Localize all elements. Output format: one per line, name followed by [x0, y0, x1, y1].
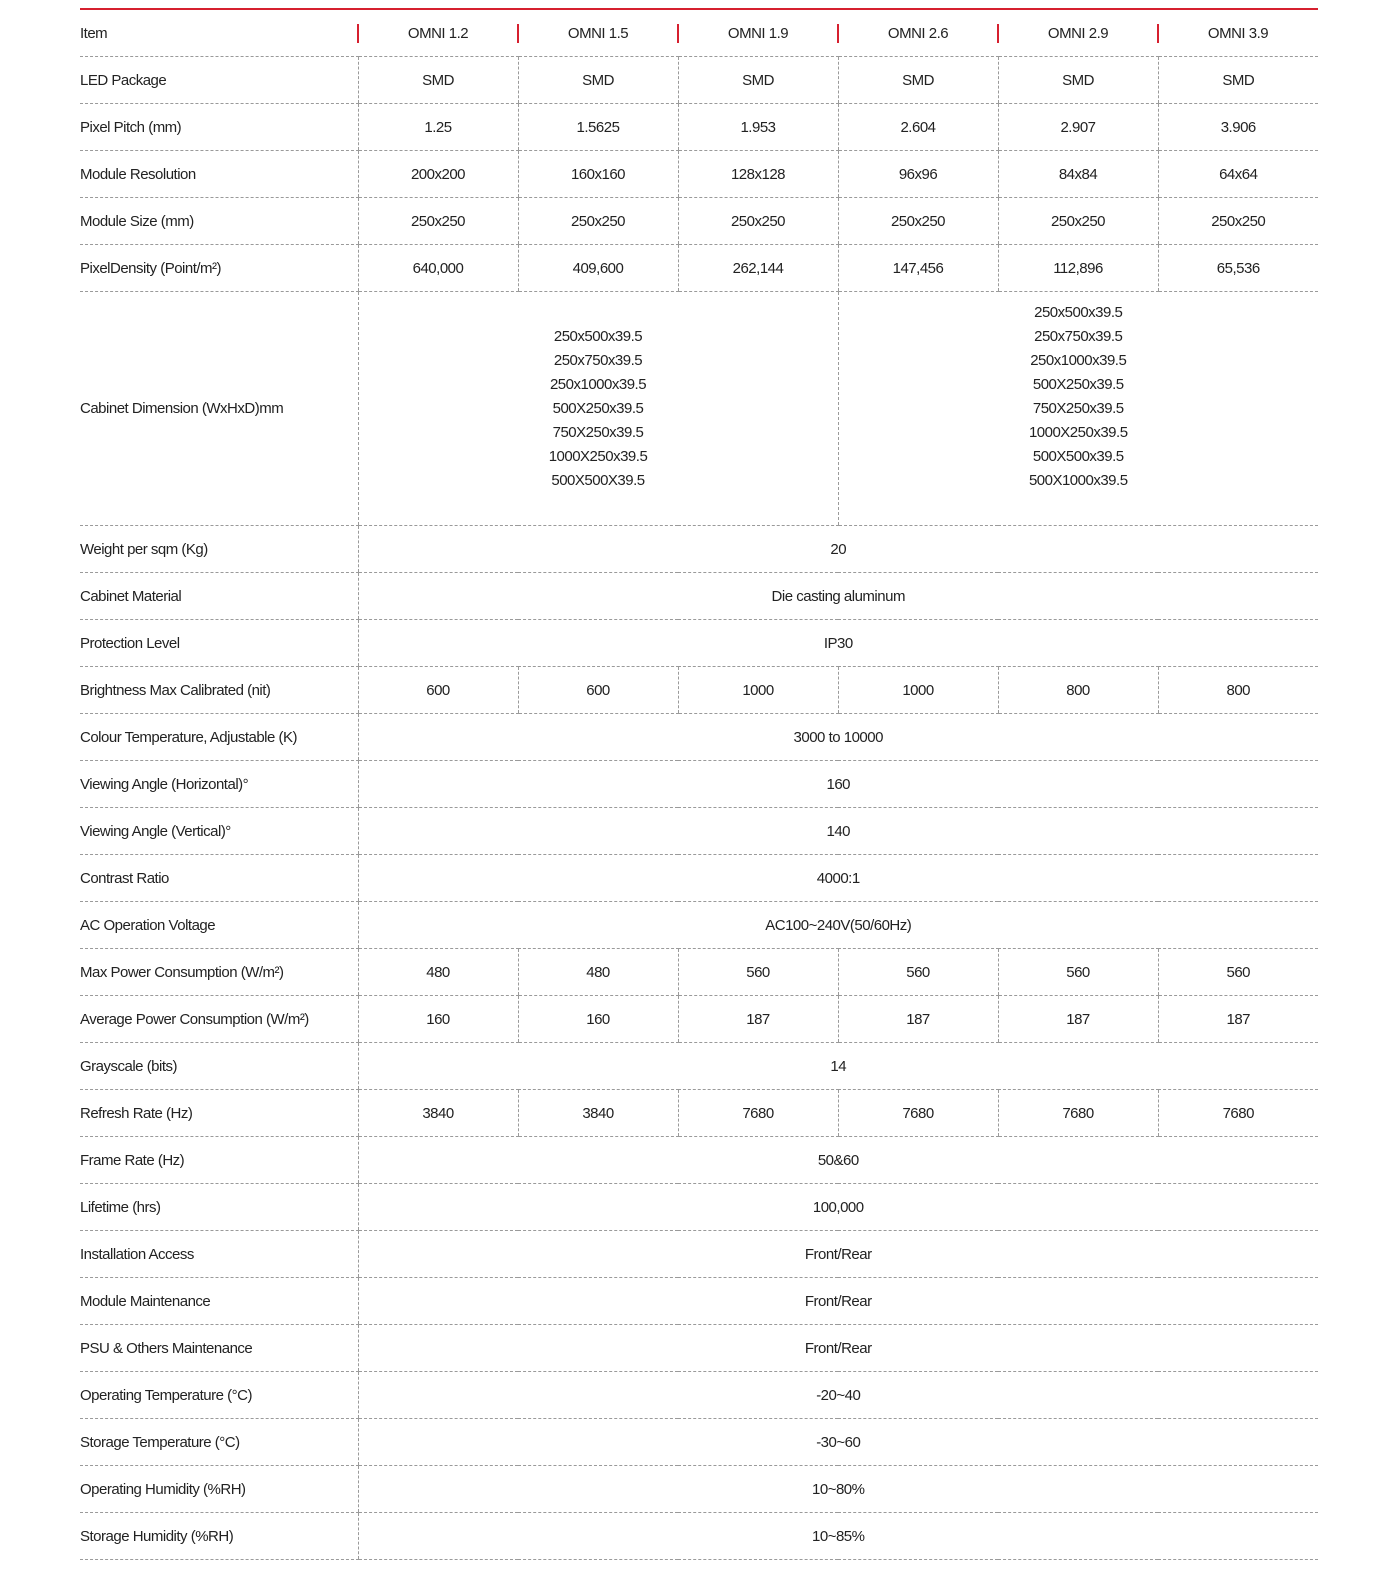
- table-row: [80, 292, 1318, 526]
- row-label: Colour Temperature, Adjustable (K): [80, 714, 358, 761]
- model-header: OMNI 2.6: [838, 9, 998, 57]
- model-header: OMNI 1.5: [518, 9, 678, 57]
- table-cell: 96x96: [838, 151, 998, 198]
- dimension-value: 500X1000x39.5: [1028, 471, 1128, 489]
- table-row: [80, 620, 1318, 667]
- table-row: [80, 996, 1318, 1043]
- row-label: Module Size (mm): [80, 198, 358, 245]
- row-label: LED Package: [80, 57, 358, 104]
- row-label: Protection Level: [80, 620, 358, 667]
- column-divider-mark: [517, 24, 519, 43]
- table-cell: 600: [358, 667, 518, 714]
- table-row: [80, 57, 1318, 104]
- table-cell: 20: [358, 526, 1318, 573]
- table-row: [80, 245, 1318, 292]
- row-label: Cabinet Dimension (WxHxD)mm: [80, 292, 358, 526]
- table-cell: 4000:1: [358, 855, 1318, 902]
- model-header: OMNI 1.9: [678, 9, 838, 57]
- row-label: Contrast Ratio: [80, 855, 358, 902]
- table-cell: 7680: [678, 1090, 838, 1137]
- table-cell: 3840: [518, 1090, 678, 1137]
- dimension-value: 250x750x39.5: [553, 351, 643, 369]
- table-cell: 250x250: [998, 198, 1158, 245]
- column-divider-mark: [1157, 24, 1159, 43]
- column-divider-mark: [357, 24, 359, 43]
- model-header: OMNI 1.2: [358, 9, 518, 57]
- table-cell: 250x250: [1158, 198, 1318, 245]
- table-cell: 560: [1158, 949, 1318, 996]
- table-row: [80, 808, 1318, 855]
- table-row: [80, 1278, 1318, 1325]
- column-divider-mark: [677, 24, 679, 43]
- table-cell: IP30: [358, 620, 1318, 667]
- row-label: Max Power Consumption (W/m²): [80, 949, 358, 996]
- row-label: Viewing Angle (Horizontal)°: [80, 761, 358, 808]
- table-cell: -20~40: [358, 1372, 1318, 1419]
- row-label: Lifetime (hrs): [80, 1184, 358, 1231]
- table-row: [80, 573, 1318, 620]
- row-label: Module Resolution: [80, 151, 358, 198]
- dimension-value: 1000X250x39.5: [1028, 423, 1128, 441]
- table-cell: 600: [518, 667, 678, 714]
- table-row: [80, 1466, 1318, 1513]
- table-cell: SMD: [678, 57, 838, 104]
- row-label: Operating Humidity (%RH): [80, 1466, 358, 1513]
- table-cell: 250x250: [678, 198, 838, 245]
- table-row: [80, 1137, 1318, 1184]
- table-cell: Die casting aluminum: [358, 573, 1318, 620]
- dimension-value: 250x1000x39.5: [1030, 351, 1127, 369]
- row-label: Frame Rate (Hz): [80, 1137, 358, 1184]
- table-cell: 3000 to 10000: [358, 714, 1318, 761]
- table-cell: 7680: [838, 1090, 998, 1137]
- table-cell: 800: [1158, 667, 1318, 714]
- table-row: [80, 1419, 1318, 1466]
- table-row: [80, 902, 1318, 949]
- table-cell: 160x160: [518, 151, 678, 198]
- table-cell: 1.25: [358, 104, 518, 151]
- table-cell: 2.907: [998, 104, 1158, 151]
- table-cell: 7680: [998, 1090, 1158, 1137]
- table-cell: 100,000: [358, 1184, 1318, 1231]
- table-row: [80, 198, 1318, 245]
- table-cell: 187: [838, 996, 998, 1043]
- table-row: [80, 855, 1318, 902]
- table-cell: Front/Rear: [358, 1278, 1318, 1325]
- row-label: PSU & Others Maintenance: [80, 1325, 358, 1372]
- row-label: Storage Temperature (°C): [80, 1419, 358, 1466]
- cabinet-dimension-group-b: [838, 292, 1318, 526]
- table-cell: 147,456: [838, 245, 998, 292]
- spec-table: [80, 8, 1318, 1560]
- table-cell: 800: [998, 667, 1158, 714]
- table-cell: 187: [998, 996, 1158, 1043]
- table-cell: 160: [358, 996, 518, 1043]
- dimension-value: 750X250x39.5: [552, 423, 644, 441]
- dimension-value: 750X250x39.5: [1032, 399, 1124, 417]
- table-cell: 1000: [678, 667, 838, 714]
- dimension-value: 500X250x39.5: [1032, 375, 1124, 393]
- table-row: [80, 1372, 1318, 1419]
- table-cell: 200x200: [358, 151, 518, 198]
- table-row: [80, 1231, 1318, 1278]
- table-cell: 250x250: [518, 198, 678, 245]
- row-label: Brightness Max Calibrated (nit): [80, 667, 358, 714]
- row-label: Installation Access: [80, 1231, 358, 1278]
- cabinet-dimension-group-a: [358, 292, 838, 526]
- table-cell: 560: [838, 949, 998, 996]
- table-cell: 1.5625: [518, 104, 678, 151]
- table-cell: SMD: [838, 57, 998, 104]
- table-cell: -30~60: [358, 1419, 1318, 1466]
- dimension-value: 500X500X39.5: [551, 471, 645, 489]
- table-row: [80, 1325, 1318, 1372]
- table-cell: Front/Rear: [358, 1231, 1318, 1278]
- table-cell: SMD: [518, 57, 678, 104]
- row-label: PixelDensity (Point/m²): [80, 245, 358, 292]
- table-cell: 64x64: [1158, 151, 1318, 198]
- table-row: [80, 1043, 1318, 1090]
- row-label: Operating Temperature (°C): [80, 1372, 358, 1419]
- table-cell: SMD: [998, 57, 1158, 104]
- row-label: Storage Humidity (%RH): [80, 1513, 358, 1560]
- row-label: AC Operation Voltage: [80, 902, 358, 949]
- table-cell: 262,144: [678, 245, 838, 292]
- table-cell: 480: [518, 949, 678, 996]
- item-header: Item: [80, 9, 358, 57]
- table-cell: 128x128: [678, 151, 838, 198]
- table-row: [80, 714, 1318, 761]
- table-cell: 409,600: [518, 245, 678, 292]
- dimension-value: 1000X250x39.5: [548, 447, 648, 465]
- table-cell: 560: [998, 949, 1158, 996]
- row-label: Cabinet Material: [80, 573, 358, 620]
- column-divider-mark: [997, 24, 999, 43]
- table-cell: SMD: [358, 57, 518, 104]
- table-cell: 65,536: [1158, 245, 1318, 292]
- table-cell: 3.906: [1158, 104, 1318, 151]
- row-label: Module Maintenance: [80, 1278, 358, 1325]
- table-cell: 140: [358, 808, 1318, 855]
- table-cell: 10~80%: [358, 1466, 1318, 1513]
- table-row: [80, 1513, 1318, 1560]
- dimension-value: 500X500x39.5: [1032, 447, 1124, 465]
- table-row: [80, 949, 1318, 996]
- model-header: OMNI 3.9: [1158, 9, 1318, 57]
- table-cell: 160: [358, 761, 1318, 808]
- table-cell: SMD: [1158, 57, 1318, 104]
- table-row: [80, 761, 1318, 808]
- table-cell: 7680: [1158, 1090, 1318, 1137]
- header-row: [80, 9, 1318, 57]
- dimension-value: 250x500x39.5: [1034, 303, 1123, 321]
- dimension-value: 250x500x39.5: [553, 327, 643, 345]
- table-cell: 250x250: [358, 198, 518, 245]
- table-cell: Front/Rear: [358, 1325, 1318, 1372]
- table-cell: 187: [678, 996, 838, 1043]
- table-cell: 14: [358, 1043, 1318, 1090]
- table-row: [80, 1184, 1318, 1231]
- table-row: [80, 151, 1318, 198]
- table-cell: 250x250: [838, 198, 998, 245]
- table-cell: 3840: [358, 1090, 518, 1137]
- table-cell: 480: [358, 949, 518, 996]
- table-row: [80, 526, 1318, 573]
- row-label: Average Power Consumption (W/m²): [80, 996, 358, 1043]
- row-label: Weight per sqm (Kg): [80, 526, 358, 573]
- dimension-value: 250x750x39.5: [1034, 327, 1123, 345]
- model-header: OMNI 2.9: [998, 9, 1158, 57]
- table-cell: AC100~240V(50/60Hz): [358, 902, 1318, 949]
- table-row: [80, 1090, 1318, 1137]
- table-cell: 50&60: [358, 1137, 1318, 1184]
- table-row: [80, 104, 1318, 151]
- row-label: Grayscale (bits): [80, 1043, 358, 1090]
- row-label: Refresh Rate (Hz): [80, 1090, 358, 1137]
- dimension-value: 250x1000x39.5: [549, 375, 647, 393]
- row-label: Pixel Pitch (mm): [80, 104, 358, 151]
- table-cell: 160: [518, 996, 678, 1043]
- table-row: [80, 667, 1318, 714]
- table-cell: 2.604: [838, 104, 998, 151]
- column-divider-mark: [837, 24, 839, 43]
- table-cell: 1.953: [678, 104, 838, 151]
- table-cell: 560: [678, 949, 838, 996]
- table-cell: 112,896: [998, 245, 1158, 292]
- row-label: Viewing Angle (Vertical)°: [80, 808, 358, 855]
- table-cell: 640,000: [358, 245, 518, 292]
- dimension-value: 500X250x39.5: [552, 399, 644, 417]
- table-cell: 1000: [838, 667, 998, 714]
- table-cell: 187: [1158, 996, 1318, 1043]
- table-cell: 10~85%: [358, 1513, 1318, 1560]
- table-cell: 84x84: [998, 151, 1158, 198]
